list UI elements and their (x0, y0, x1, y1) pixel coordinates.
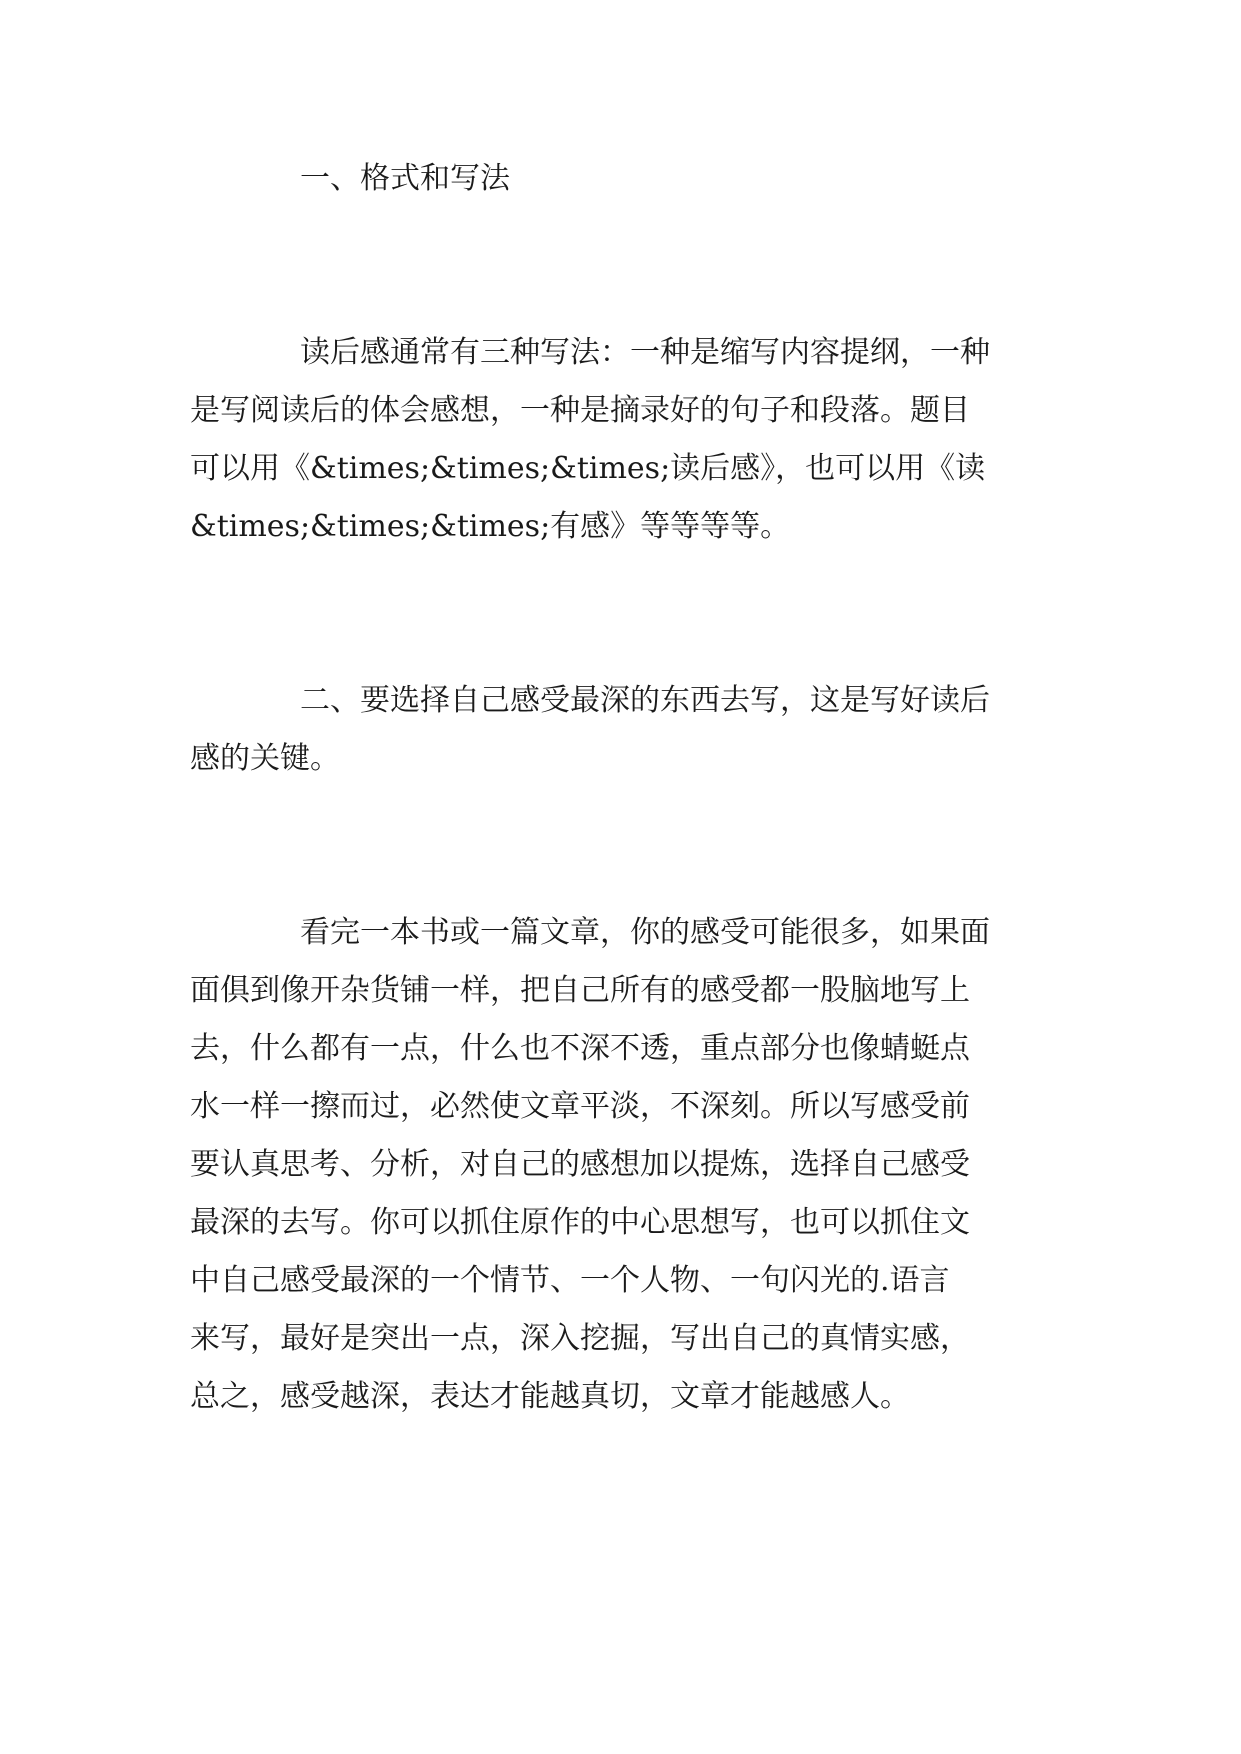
paragraph-line: 中自己感受最深的一个情节、一个人物、一句闪光的.语言 (190, 1263, 950, 1298)
paragraph-line: 水一样一擦而过，必然使文章平淡，不深刻。所以写感受前 (190, 1089, 970, 1124)
paragraph-gap (190, 556, 1070, 672)
paragraph-line: 来写，最好是突出一点，深入挖掘，写出自己的真情实感， (190, 1321, 970, 1356)
paragraph-line: 总之，感受越深，表达才能越真切，文章才能越感人。 (190, 1379, 910, 1414)
paragraph-gap (190, 208, 1070, 324)
paragraph-gap (190, 788, 1070, 904)
paragraph-line: 是写阅读后的体会感想，一种是摘录好的句子和段落。题目 (190, 393, 970, 428)
paragraph-line: 最深的去写。你可以抓住原作的中心思想写，也可以抓住文 (190, 1205, 970, 1240)
paragraph-line: 要认真思考、分析，对自己的感想加以提炼，选择自己感受 (190, 1147, 970, 1182)
paragraph-line: 感的关键。 (190, 741, 340, 776)
section-heading-format (190, 150, 1070, 208)
paragraph-line: 去，什么都有一点，什么也不深不透，重点部分也像蜻蜓点 (190, 1031, 970, 1066)
paragraph-deep-feeling (190, 904, 1070, 1426)
paragraph-line: 看完一本书或一篇文章，你的感受可能很多，如果面 (300, 915, 990, 950)
section-heading-choose-topic (190, 672, 1070, 788)
heading-text: 一、格式和写法 (300, 161, 510, 196)
paragraph-line: 可以用《&times;&times;&times;读后感》，也可以用《读 (190, 451, 986, 486)
paragraph-writing-methods (190, 324, 1070, 556)
paragraph-line: 读后感通常有三种写法：一种是缩写内容提纲，一种 (300, 335, 990, 370)
paragraph-line: 二、要选择自己感受最深的东西去写，这是写好读后 (300, 683, 990, 718)
document-body (190, 150, 1070, 1426)
paragraph-line: 面俱到像开杂货铺一样，把自己所有的感受都一股脑地写上 (190, 973, 970, 1008)
paragraph-line: &times;&times;&times;有感》等等等等。 (190, 509, 791, 544)
